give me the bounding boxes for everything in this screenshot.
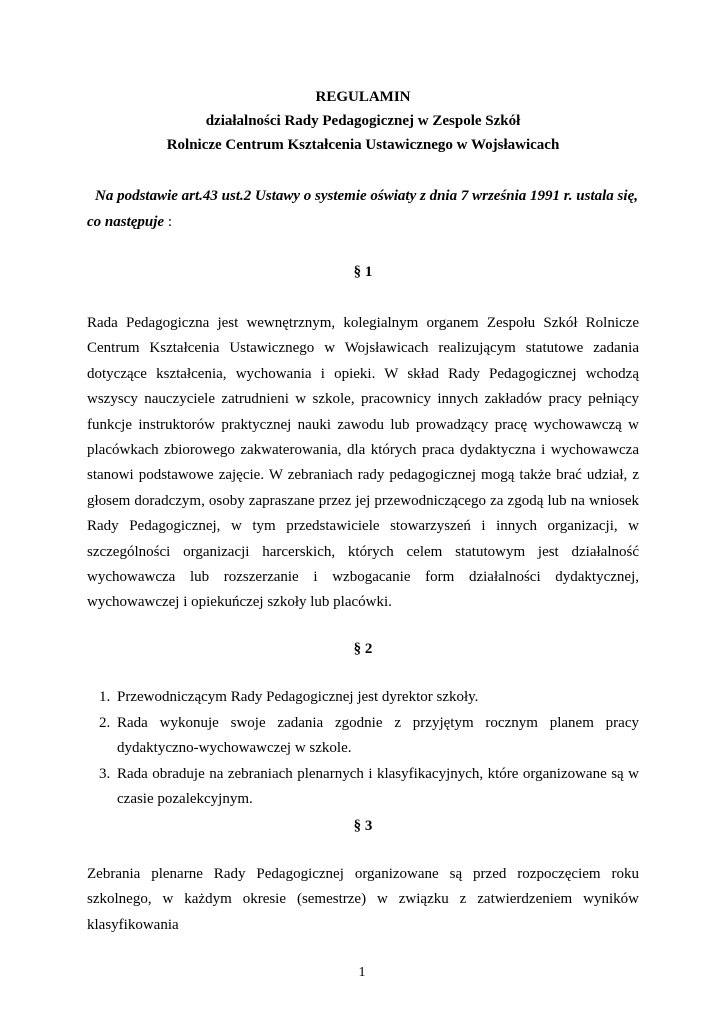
document-subtitle: działalności Rady Pedagogicznej w Zespole Szkół	[205, 113, 521, 129]
section-mark-1: § 1	[353, 264, 373, 280]
legal-basis	[87, 183, 639, 235]
list-item	[87, 762, 639, 813]
section-1-paragraph: Rada Pedagogiczna jest wewnętrznym, kolegialnym organem Zespołu Szkół Rolnicze Centrum Kształcenia Ustawicznego w Wojsławicach realizującym statutowe zadania dotyczące kształcenia, wychowania i opieki. W skład Rady Pedagogicznej wchodzą wszyscy nauczyciele zatrudnieni w szkole, pracownicy innych zakładów pracy pełniący funkcje instruktorów praktycznej nauki zawodu lub prowadzący pracę wychowawczą w placówkach zbiorowego zakwaterowania, dla których praca dydaktyczna i wychowawcza stanowi podstawowe zajęcie. W zebraniach rady pedagogicznej mogą także brać udział, z głosem doradczym, osoby zapraszane przez jej przewodniczącego za zgodą lub na wniosek Rady Pedagogicznej, w tym przedstawiciele stowarzyszeń i innych organizacji, w szczególności organizacji harcerskich, których celem statutowym jest działalność wychowawcza lub rozszerzanie i wzbogacanie form działalności dydaktycznej, wychowawczej i opiekuńczej szkoły lub placówki.	[87, 315, 639, 611]
list-item	[87, 685, 639, 711]
section-mark-2: § 2	[353, 641, 373, 657]
document-title: REGULAMIN	[315, 89, 411, 105]
section-3-paragraph: Zebrania plenarne Rady Pedagogicznej organizowane są przed rozpoczęciem roku szkolnego, w każdym okresie (semestrze) w związku z zatwierdzeniem wyników klasyfikowania	[87, 866, 639, 933]
legal-basis-text: Na podstawie art.43 ust.2 Ustawy o systemie oświaty z dnia 7 września 1991 r. ustala się, co następuje	[87, 188, 638, 230]
section-2-list	[87, 685, 639, 813]
list-item	[87, 711, 639, 762]
legal-basis-suffix: :	[164, 214, 173, 230]
list-item-text: Rada wykonuje swoje zadania zgodnie z przyjętym rocznym planem pracy dydaktyczno-wychowawczej w szkole.	[117, 714, 639, 756]
list-item-text: Rada obraduje na zebraniach plenarnych i klasyfikacyjnych, które organizowane są w czasie pozalekcyjnym.	[117, 765, 639, 807]
page-number: 1	[358, 965, 366, 980]
section-mark-3: § 3	[353, 818, 373, 834]
list-item-number: 1.	[99, 689, 111, 705]
list-item-number: 2.	[99, 714, 111, 731]
list-item-text: Przewodniczącym Rady Pedagogicznej jest dyrektor szkoły.	[117, 689, 479, 705]
list-item-number: 3.	[99, 765, 111, 782]
document-subtitle-institution: Rolnicze Centrum Kształcenia Ustawicznego w Wojsławicach	[166, 137, 560, 153]
